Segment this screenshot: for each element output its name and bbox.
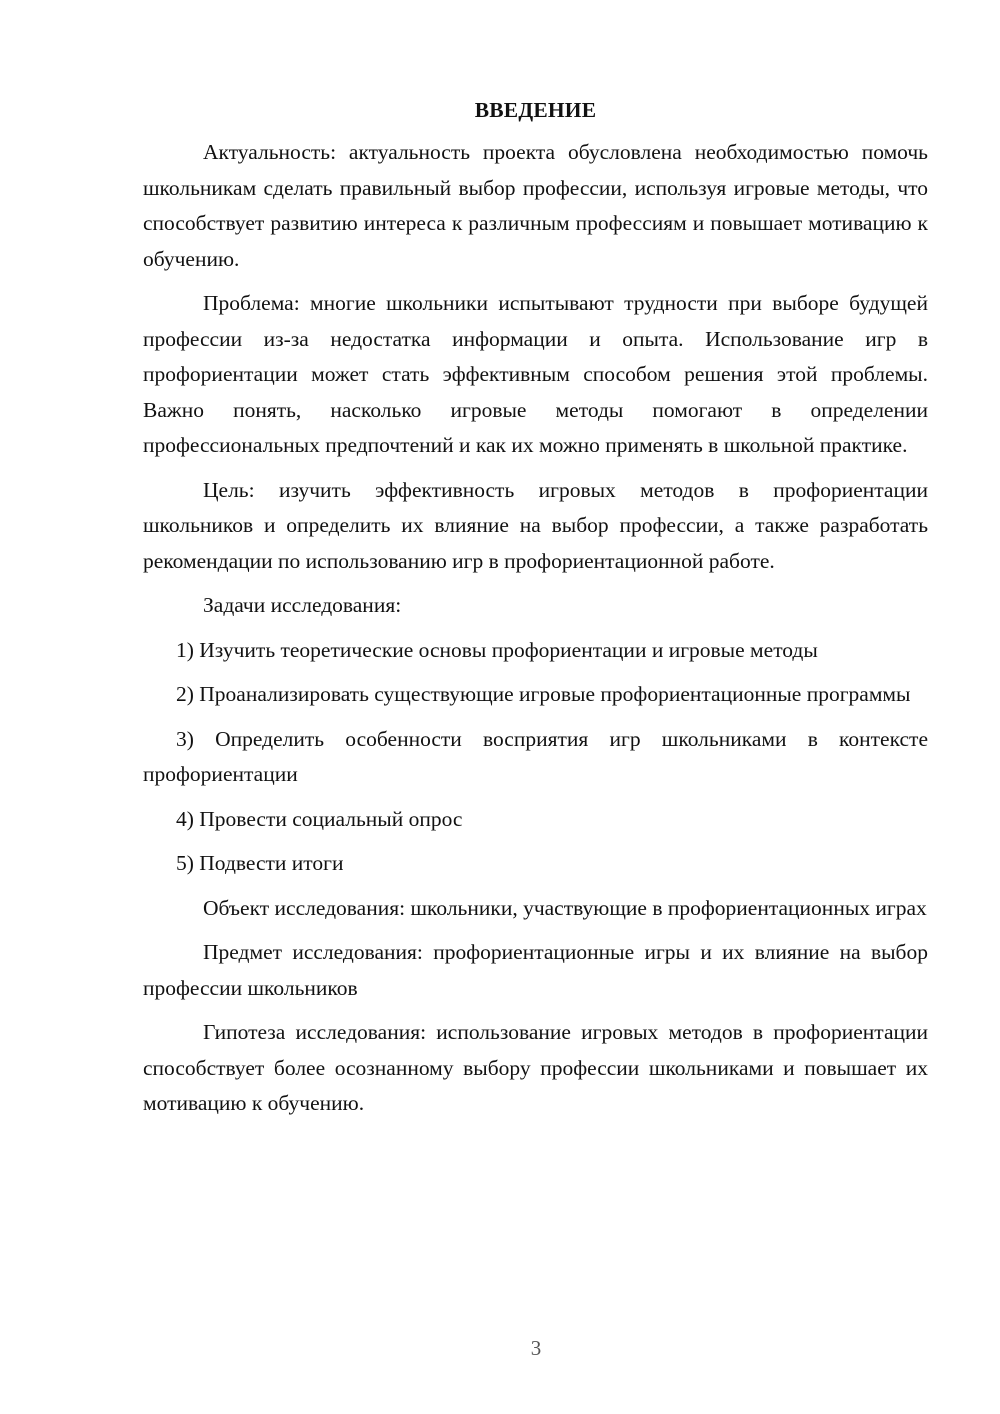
task-item-5: 5) Подвести итоги	[176, 851, 344, 875]
problem-paragraph: Проблема: многие школьники испытывают трудности при выборе будущей профессии из-за недостатка информации и опыта. Использование игр в профориентации может стать эффективным способом решения этой проблемы. Важно понять, насколько игровые методы помогают в определении профессиональных предпочтений и как их можно применять в школьной практике.	[143, 291, 928, 457]
object-paragraph: Объект исследования: школьники, участвующие в профориентационных играх	[203, 895, 927, 920]
page-content	[143, 92, 928, 1131]
relevance-paragraph: Актуальность: актуальность проекта обусловлена необходимостью помочь школьникам сделать правильный выбор профессии, используя игровые методы, что способствует развитию интереса к различным профессиям и повышает мотивацию к обучению.	[143, 140, 928, 271]
goal-paragraph: Цель: изучить эффективность игровых методов в профориентации школьников и определить их влияние на выбор профессии, а также разработать рекомендации по использованию игр в профориентационной работе.	[143, 477, 928, 573]
task-item-1: 1) Изучить теоретические основы профориентации и игровые методы	[176, 637, 818, 662]
hypothesis-paragraph: Гипотеза исследования: использование игровых методов в профориентации способствует более осознанному выбору профессии школьниками и повышает их мотивацию к обучению.	[143, 1020, 928, 1115]
subject-paragraph: Предмет исследования: профориентационные игры и их влияние на выбор профессии школьников	[143, 940, 928, 1000]
task-item-3: 3) Определить особенности восприятия игр школьниками в контексте профориентации	[143, 726, 928, 786]
page-number: 3	[530, 1336, 542, 1360]
page-title: ВВЕДЕНИЕ	[474, 98, 597, 122]
tasks-heading: Задачи исследования:	[203, 593, 402, 617]
task-item-4: 4) Провести социальный опрос	[176, 806, 463, 831]
task-item-2: 2) Проанализировать существующие игровые профориентационные программы	[176, 682, 911, 706]
